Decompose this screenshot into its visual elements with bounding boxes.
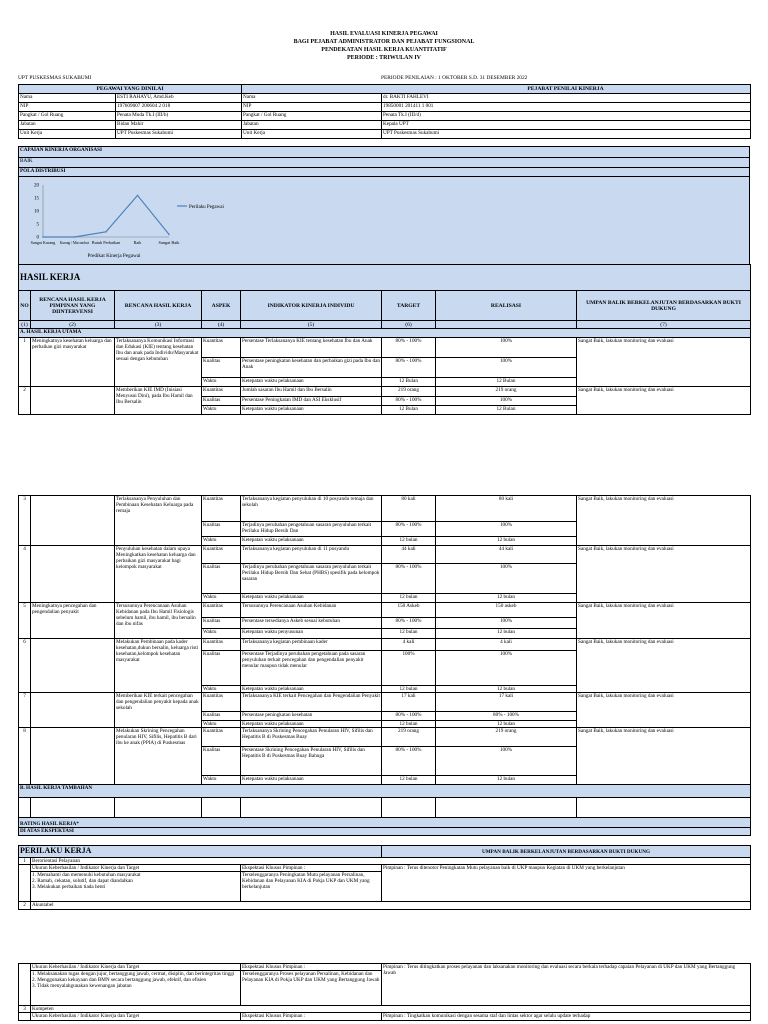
target-cell: 12 bulan	[382, 537, 436, 546]
pegawai-field-label: Jabatan	[19, 121, 116, 130]
rencana-hasil-kerja: Penyuluhan kesehatan dalam upaya Meningkatkan kesehatan keluarga dan perbaikan gizi masyarakat bagi kelompok masyarakat	[115, 546, 202, 603]
realisasi-cell: 219 orang	[436, 387, 577, 397]
ekspektasi-text-1: Terselenggaranya Peningkatan Mutu pelayanan Persalinan, Kebidanan dan Pelayanan KIA di Pokja UKP dan UKM yang berkelanjutan	[241, 872, 382, 902]
y-tick-label: 10	[34, 209, 39, 215]
penilai-field-value: UPT Puskesmas Sukabumi	[382, 130, 751, 139]
column-number	[436, 321, 577, 329]
row-number: 3	[19, 496, 31, 546]
realisasi-cell: 100%	[436, 358, 577, 378]
target-cell: 17 kali	[382, 693, 436, 712]
realisasi-cell: 12 bulan	[436, 594, 577, 603]
rencana-pimpinan: Meningkatnya kesehatan keluarga dan perbaikan gizi masyarakat	[31, 338, 115, 387]
identity-row	[19, 121, 751, 130]
table-row	[19, 496, 751, 522]
umpan-balik-1: Pimpinan : Terus ditenotor Peningkatan Mutu pelayanan baik di UKP maupun Kegiatan di UKM yang berkelanjutan	[382, 865, 751, 902]
umpan-balik-cell: Sangat Baik, lakukan monitoring dan evaluasi	[577, 693, 751, 728]
realisasi-cell: 12 bulan	[436, 686, 577, 693]
ekspektasi-label-1: Ekspektasi Khusus Pimpinan :	[241, 865, 382, 872]
target-cell: 4 kali	[382, 639, 436, 651]
row-number: 2	[19, 387, 31, 415]
column-header: RENCANA HASIL KERJA	[115, 291, 202, 321]
indikator-cell: Terlaksananya kegiatan penyuluhan di 11 posyandu	[241, 546, 382, 564]
pegawai-field-value: 197609007 200604 2 018	[116, 103, 242, 112]
pegawai-field-value: UPT Puskesmas Sukabumi	[116, 130, 242, 139]
target-cell: 80% - 100%	[382, 564, 436, 594]
realisasi-cell: 44 kali	[436, 546, 577, 564]
column-header: INDIKATOR KINERJA INDIVIDU	[241, 291, 382, 321]
x-axis-title: Predikat Kinerja Pegawai	[87, 253, 141, 259]
column-number: (1)	[19, 321, 31, 329]
table-row	[19, 387, 751, 397]
rencana-pimpinan	[31, 639, 115, 693]
realisasi-cell: 100%	[436, 522, 577, 537]
penilai-heading: PEJABAT PENILAI KINERJA	[242, 85, 751, 94]
target-cell: 219 orang	[382, 728, 436, 747]
doc-title-line3: PENDEKATAN HASIL KERJA KUANTITATIF	[321, 47, 447, 53]
penilai-field-label: Pangkat / Gol Ruang	[242, 112, 382, 121]
data-point	[74, 236, 76, 238]
target-cell: 12 bulan	[382, 686, 436, 693]
ekspektasi-text-2: Terselenggaranya Proses pelayanan Persalinan, Kebidanan dan Pelayanan KIA di Pokja UKP dan UKM yang Bertanggung Jawab	[241, 971, 382, 1006]
doc-title-line2: BAGI PEJABAT ADMINISTRATOR DAN PEJABAT FUNGSIONAL	[293, 39, 475, 45]
ukuran-label-2: Ukuran Keberhasilan / Indikator Kinerja dan Target	[31, 964, 241, 971]
aspek-cell: Kualitas	[202, 397, 241, 406]
column-header: TARGET	[382, 291, 436, 321]
pegawai-field-value: Bidan Mahir	[116, 121, 242, 130]
target-cell: 80% - 100%	[382, 618, 436, 629]
target-cell: 80% - 100%	[382, 397, 436, 406]
column-number: (5)	[241, 321, 382, 329]
rencana-pimpinan	[31, 546, 115, 603]
target-cell: 12 Bulan	[382, 406, 436, 415]
indikator-cell: Ketepatan waktu pelaksanaan	[241, 594, 382, 603]
aspek-cell: Kualitas	[202, 618, 241, 629]
realisasi-cell: 100%	[436, 651, 577, 686]
column-number: (4)	[202, 321, 241, 329]
pegawai-field-label: Nama	[19, 94, 116, 103]
pegawai-field-label: Unit Kerja	[19, 130, 116, 139]
identity-row	[19, 112, 751, 121]
indikator-cell: Persentase peningkatan kesehatan dan perbaikan gizi pada Ibu dan Anak	[241, 358, 382, 378]
series-line	[43, 195, 169, 237]
column-header: NO	[19, 291, 31, 321]
table-row	[19, 603, 751, 618]
section-a-label: A. HASIL KERJA UTAMA	[19, 329, 751, 338]
penilai-field-label: Unit Kerja	[242, 130, 382, 139]
aspek-cell: Kuantitas	[202, 496, 241, 522]
target-cell: 12 bulan	[382, 776, 436, 785]
rencana-hasil-kerja: Tersusunnya Perencanaan Asuhan Kebidanan pada Ibu Hamil Fisiologis sebelum hamil, ibu hamil, ibu bersalin dan ibu nifas	[115, 603, 202, 639]
indikator-cell: Persentase tersedianya Askeb sesuai kebutuhan	[241, 618, 382, 629]
ekspektasi-label-3: Ekspektasi Khusus Pimpinan :	[241, 1013, 382, 1021]
aspek-cell: Kualitas	[202, 651, 241, 686]
x-category-label: Kurang / Misconduct	[59, 241, 90, 245]
aspek-cell: Kualitas	[202, 712, 241, 721]
perilaku-title: PERILAKU KERJA	[19, 846, 382, 858]
umpan-balik-cell: Sangat Baik, lakukan monitoring dan evaluasi	[577, 387, 751, 415]
aspek-cell: Kualitas	[202, 747, 241, 776]
target-cell: 80% - 100%	[382, 747, 436, 776]
x-category-label: Butuh Perbaikan	[91, 241, 121, 245]
aspek-cell: Waktu	[202, 594, 241, 603]
pegawai-field-label: NIP	[19, 103, 116, 112]
indikator-cell: Ketepatan waktu pelaksanaan	[241, 537, 382, 546]
rating-value: DI ATAS EKSPEKTASI	[19, 828, 751, 836]
realisasi-cell: 219 orang	[436, 728, 577, 747]
indikator-cell: Terlaksananya Skrining Pencegahan Penularan HIV, Sifilis dan Hepatitis B di Puskesmas Buay	[241, 728, 382, 747]
umpan-balik-cell: Sangat Baik, lakukan monitoring dan evaluasi	[577, 728, 751, 785]
indikator-cell: Terlaksananya kegiatan pembinaan kader	[241, 639, 382, 651]
table-row	[19, 639, 751, 651]
section-b-label: B. HASIL KERJA TAMBAHAN	[19, 785, 751, 798]
row-number: 6	[19, 639, 31, 693]
indikator-cell: Persentase peningkatan kesehatan	[241, 712, 382, 721]
row-number: 1	[19, 338, 31, 387]
realisasi-cell: 100%	[436, 397, 577, 406]
umpan-balik-cell: Sangat Baik, lakukan monitoring dan evaluasi	[577, 338, 751, 387]
realisasi-cell: 4 kali	[436, 639, 577, 651]
indikator-cell: Ketepatan waktu pelaksanaan	[241, 406, 382, 415]
realisasi-cell: 12 bulan	[436, 629, 577, 639]
realisasi-cell: 100%	[436, 338, 577, 358]
realisasi-cell: 12 bulan	[436, 537, 577, 546]
target-cell: 80% - 100%	[382, 522, 436, 537]
column-number: (6)	[382, 321, 436, 329]
indikator-cell: Ketepatan waktu penyusunan	[241, 629, 382, 639]
aspek-cell: Waktu	[202, 406, 241, 415]
aspek-cell: Kuantitas	[202, 603, 241, 618]
indikator-cell: Ketepatan waktu pelaksanaan	[241, 378, 382, 387]
column-number: (3)	[115, 321, 202, 329]
perilaku-kerja-table	[18, 845, 751, 910]
indikator-cell: Persentase Terjadinya perubahan pengetahuan pada sasaran penyuluhan terkait pencegahan dan pengendalian penyakit menular maupun tidak menular	[241, 651, 382, 686]
umpan-balik-cell: Sangat Baik, lakukan monitoring dan evaluasi	[577, 639, 751, 693]
target-cell: 80% - 100%	[382, 712, 436, 721]
y-tick-label: 5	[36, 222, 39, 228]
realisasi-cell: 100%	[436, 618, 577, 629]
column-header: UMPAN BALIK BERKELANJUTAN BERDASARKAN BUKTI DUKUNG	[577, 291, 751, 321]
target-cell: 80 kali	[382, 496, 436, 522]
penilai-field-value: dr. BAKTI FAHLEVI	[382, 94, 751, 103]
perilaku-no-1: 1	[19, 858, 31, 865]
y-tick-label: 0	[36, 235, 39, 241]
y-tick-label: 15	[34, 196, 39, 202]
umpan-balik-cell: Sangat Baik, lakukan monitoring dan evaluasi	[577, 496, 751, 546]
table-row	[19, 693, 751, 712]
x-category-label: Sangat Baik	[158, 241, 180, 245]
rencana-pimpinan	[31, 693, 115, 728]
perilaku-no-2: 2	[19, 902, 31, 910]
realisasi-cell: 100%	[436, 564, 577, 594]
ekspektasi-label-2: Ekspektasi Khusus Pimpinan :	[241, 964, 382, 971]
rencana-pimpinan	[31, 728, 115, 785]
hasil-kerja-title: HASIL KERJA	[19, 265, 751, 291]
target-cell: 12 bulan	[382, 594, 436, 603]
realisasi-cell: 17 kali	[436, 693, 577, 712]
ukuran-label-3: Ukuran Keberhasilan / Indikator Kinerja dan Target	[31, 1013, 241, 1021]
indikator-cell: Ketepatan waktu pelaksanaan	[241, 721, 382, 728]
row-number: 8	[19, 728, 31, 785]
rencana-hasil-kerja: Melakukan Pembinaan pada kader kesehatan,dukun bersalin, keluarga risti kesehatan,kelompok kesehatan masyarakat	[115, 639, 202, 693]
aspek-cell: Waktu	[202, 537, 241, 546]
perilaku-name-3: Kompeten	[31, 1006, 751, 1013]
ukuran-text-1: 1. Memahami dan memenuhi kebutuhan masyarakat 2. Ramah, cekatan, solutif, dan dapat diandalkan 3. Melakukan perbaikan tiada henti	[31, 872, 241, 902]
pegawai-field-value: ESTI RAHAYU, Amd.Keb	[116, 94, 242, 103]
indikator-cell: Tersusunnya Perencanaan Asuhan Kebidanan	[241, 603, 382, 618]
data-point	[137, 195, 139, 197]
penilai-field-value: Kepala UPT	[382, 121, 751, 130]
aspek-cell: Kualitas	[202, 358, 241, 378]
aspek-cell: Waktu	[202, 776, 241, 785]
aspek-cell: Waktu	[202, 378, 241, 387]
aspek-cell: Waktu	[202, 629, 241, 639]
unit-name: UPT PUSKESMAS SUKABUMI	[18, 75, 92, 81]
indikator-cell: Terjadinya perubahan pengetahuan sasaran penyuluhan terkait Perilaku Hidup Bersih Dan Sehat (PHBS) spesifik pada kelompok sasaran	[241, 564, 382, 594]
doc-title-line4: PERIODE : TRIWULAN IV	[346, 55, 422, 61]
doc-title-line1: HASIL EVALUASI KINERJA PEGAWAI	[330, 31, 438, 37]
rencana-hasil-kerja: Terlaksananya Penyuluhan dan Pembinaan Kesehatan Keluarga pada remaja	[115, 496, 202, 546]
indikator-cell: Jumlah sasaran Ibu Hamil dan Ibu Bersalin	[241, 387, 382, 397]
indikator-cell: Ketepatan waktu pelaksanaan	[241, 686, 382, 693]
hasil-kerja-table	[18, 264, 751, 415]
y-tick-label: 20	[34, 183, 39, 189]
rencana-pimpinan	[31, 387, 115, 415]
column-number: (2)	[31, 321, 115, 329]
x-category-label: Baik	[133, 241, 142, 245]
pegawai-field-label: Pangkat / Gol Ruang	[19, 112, 116, 121]
row-number: 7	[19, 693, 31, 728]
realisasi-cell: 80 kali	[436, 496, 577, 522]
perilaku-kerja-table-continued	[18, 963, 751, 1021]
ukuran-label-1: Ukuran Keberhasilan / Indikator Kinerja dan Target	[31, 865, 241, 872]
rencana-hasil-kerja: Memberikan KIE terkait pencegahan dan pengendalian penyakit kepada anak sekolah	[115, 693, 202, 728]
indikator-cell: Persentase Skrining Pencegahan Penularan HIV, Sifilis dan Hepatitis B di Puskesmas Buay Bahuga	[241, 747, 382, 776]
identity-table	[18, 84, 751, 139]
indikator-cell: Terlaksananya kegiatan penyuluhan di 10 posyandu remaja dan sekolah	[241, 496, 382, 522]
rating-label: RATING HASIL KERJA*	[19, 818, 751, 828]
penilai-field-label: NIP	[242, 103, 382, 112]
ukuran-text-2: 1. Melaksanakan tugas dengan jujur, bertanggung jawab, cermat, disiplin, dan berintegritas tinggi 2. Menggunakan kekayaan dan BMN secara bertanggung jawab, efektif, dan efisien 3. Tidak menyalahgunakan kewenangan jabatan	[31, 971, 241, 1006]
perilaku-no-3: 3	[19, 1006, 31, 1013]
chart-area	[19, 177, 750, 268]
realisasi-cell: 12 bulan	[436, 776, 577, 785]
x-category-label: Sangat Kurang	[30, 241, 56, 245]
aspek-cell: Kuantitas	[202, 728, 241, 747]
rencana-pimpinan	[31, 496, 115, 546]
capaian-value: BAIK	[19, 158, 750, 168]
row-number: 4	[19, 546, 31, 603]
realisasi-cell: 150 askeb	[436, 603, 577, 618]
umpan-balik-3: Pimpinan : Tingkatkan komunikasi dengan sesama staf dan lintas sektor agar selalu update terhadap	[382, 1013, 751, 1021]
target-cell: 12 bulan	[382, 721, 436, 728]
identity-row	[19, 103, 751, 112]
pola-label: POLA DISTRIBUSI	[19, 168, 750, 177]
indikator-cell: Terlaksananya KIE terkait Pencegahan dan Pengendalian Penyakit	[241, 693, 382, 712]
row-number: 5	[19, 603, 31, 639]
table-row	[19, 728, 751, 747]
aspek-cell: Kualitas	[202, 522, 241, 537]
aspek-cell: Kuantitas	[202, 693, 241, 712]
rencana-hasil-kerja: Memberikan KIE IMD (Inisiasi Menyusui Dini), pada Ibu Hamil dan Ibu Bersalin	[115, 387, 202, 415]
table-row	[19, 338, 751, 358]
hasil-kerja-table-continued	[18, 495, 751, 836]
column-number: (7)	[577, 321, 751, 329]
aspek-cell: Kuantitas	[202, 639, 241, 651]
realisasi-cell: 12 Bulan	[436, 406, 577, 415]
target-cell: 80% - 100%	[382, 358, 436, 378]
target-cell: 12 Bulan	[382, 378, 436, 387]
indikator-cell: Persentase Terlaksananya KIE tentang kesehatan Ibu dan Anak	[241, 338, 382, 358]
target-cell: 100%	[382, 651, 436, 686]
perilaku-name-1: Berorientasi Pelayanan	[31, 858, 751, 865]
aspek-cell: Kualitas	[202, 564, 241, 594]
target-cell: 80% - 100%	[382, 338, 436, 358]
penilai-field-value: 19850001 201411 1 001	[382, 103, 751, 112]
target-cell: 12 bulan	[382, 629, 436, 639]
indikator-cell: Ketepatan waktu pelaksanaan	[241, 776, 382, 785]
period-text: PERIODE PENILAIAN : 1 OKTOBER S.D. 31 DESEMBER 2022	[381, 75, 528, 81]
realisasi-cell: 100%	[436, 747, 577, 776]
indikator-cell: Terjadinya perubahan pengetahuan sasaran penyuluhan terkait Perilaku Hidup Bersih Dan	[241, 522, 382, 537]
table-row	[19, 546, 751, 564]
distribution-chart	[19, 177, 749, 265]
rencana-hasil-kerja: Melakukan Skrining Pencegahan penularan HIV, Sifilis, Hepatitis B dari ibu ke anak (PPIA) di Puskesmas	[115, 728, 202, 785]
perilaku-name-2: Akuntabel	[31, 902, 751, 910]
perilaku-umpan-heading: UMPAN BALIK BERKELANJUTAN BERDASARKAN BUKTI DUKUNG	[382, 846, 751, 858]
data-point	[168, 234, 170, 236]
column-header: RENCANA HASIL KERJA PIMPINAN YANG DIINTERVENSI	[31, 291, 115, 321]
pegawai-heading: PEGAWAI YANG DINILAI	[19, 85, 242, 94]
aspek-cell: Kuantitas	[202, 387, 241, 397]
realisasi-cell: 12 Bulan	[436, 378, 577, 387]
pegawai-field-value: Penata Muda Tk.I (III/b)	[116, 112, 242, 121]
aspek-cell: Waktu	[202, 721, 241, 728]
indikator-cell: Persentase Peningkatan IMD dan ASI Eksklusif	[241, 397, 382, 406]
aspek-cell: Kuantitas	[202, 546, 241, 564]
target-cell: 219 orang	[382, 387, 436, 397]
aspek-cell: Waktu	[202, 686, 241, 693]
data-point	[42, 236, 44, 238]
umpan-balik-2: Pimpinan : Terus ditingkatkan proses pelayanan dan laksanakan monitoring dan evaluasi secara berkala terhadap capaian Pelayanan di UKP dan UKM yang Bertanggung Jawab	[382, 964, 751, 1006]
penilai-field-label: Jabatan	[242, 121, 382, 130]
target-cell: 44 kali	[382, 546, 436, 564]
identity-row	[19, 130, 751, 139]
capaian-table	[18, 146, 750, 268]
realisasi-cell: 80% - 100%	[436, 712, 577, 721]
data-point	[105, 231, 107, 233]
target-cell: 150 Askeb	[382, 603, 436, 618]
capaian-label: CAPAIAN KINERJA ORGANISASI	[19, 147, 750, 158]
aspek-cell: Kuantitas	[202, 338, 241, 358]
umpan-balik-cell: Sangat Baik, lakukan monitoring dan evaluasi	[577, 603, 751, 639]
penilai-field-value: Penata Tk.I (III/d)	[382, 112, 751, 121]
penilai-field-label: Nama	[242, 94, 382, 103]
legend-label: Perilaku Pegawai	[189, 205, 224, 210]
identity-row	[19, 94, 751, 103]
rencana-pimpinan: Meningkatnya pencegahan dan pengendalian penyakit	[31, 603, 115, 639]
realisasi-cell: 12 bulan	[436, 721, 577, 728]
column-header: ASPEK	[202, 291, 241, 321]
umpan-balik-cell: Sangat Baik, lakukan monitoring dan evaluasi	[577, 546, 751, 603]
rencana-hasil-kerja: Terlaksananya Komunikasi Informasi dan Edukasi (KIE) tentang kesehatan Ibu dan anak pada Individu/Masyarakat sesuai dengan kebutuhan	[115, 338, 202, 387]
column-header: REALISASI	[436, 291, 577, 321]
